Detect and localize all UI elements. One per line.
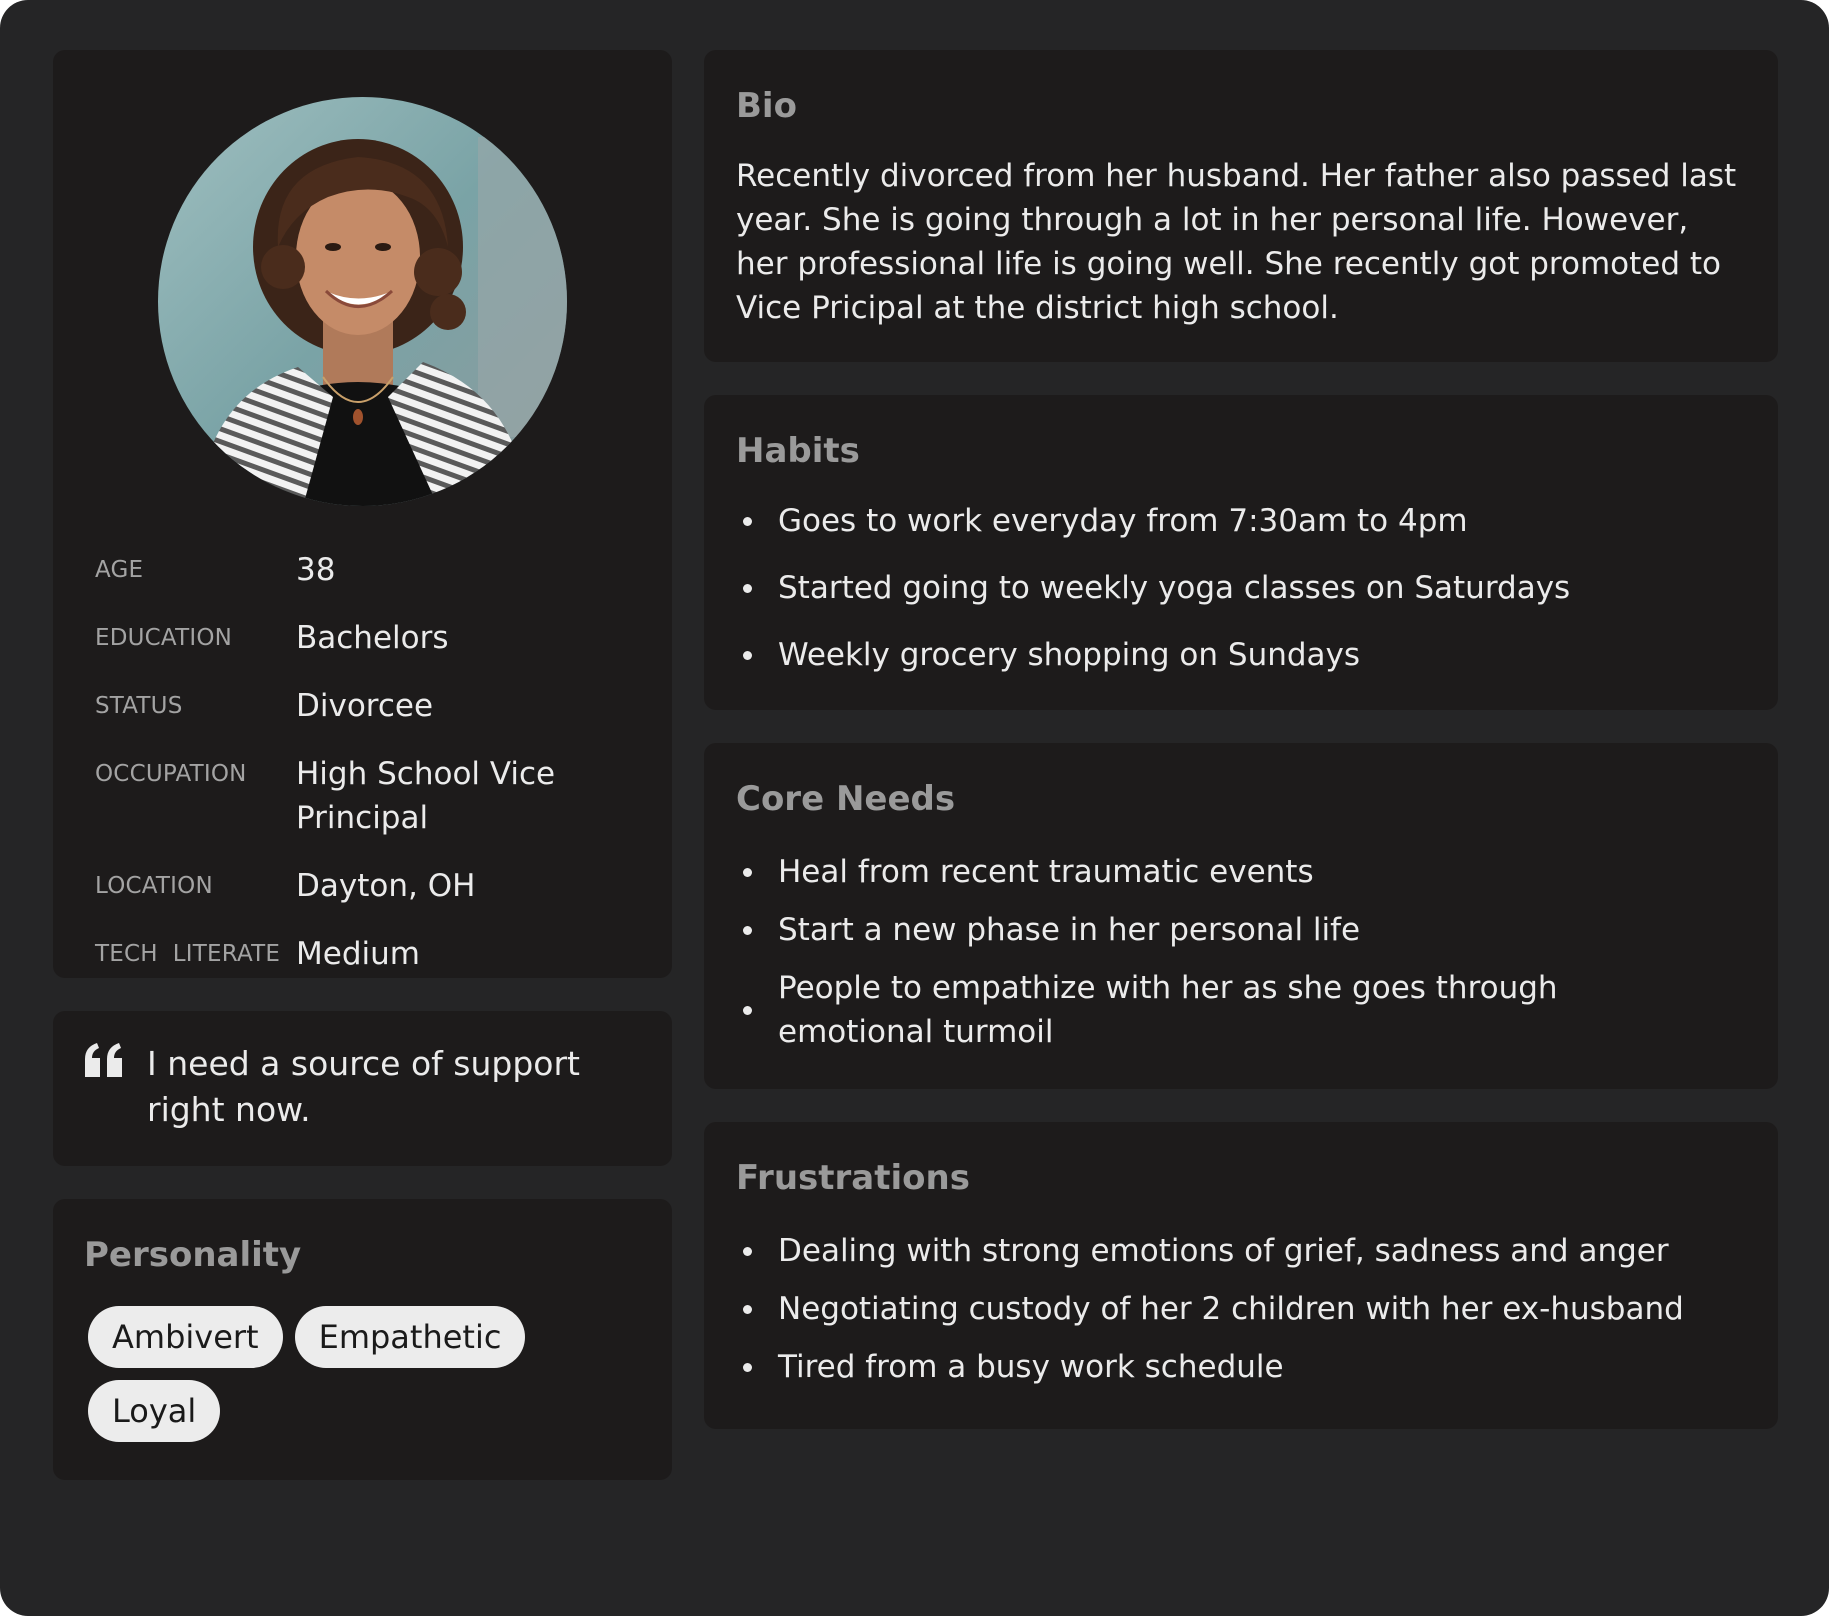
list-item-text: Dealing with strong emotions of grief, sadness and anger — [778, 1233, 1669, 1269]
list-item-text: Weekly grocery shopping on Sundays — [778, 637, 1361, 673]
list-item-text: Start a new phase in her personal life — [778, 912, 1361, 948]
bullet-icon — [736, 1345, 778, 1389]
list-item — [736, 566, 1736, 610]
info-value: Dayton, OH — [296, 868, 476, 904]
info-row-location — [95, 864, 652, 908]
list-item-text: Tired from a busy work schedule — [778, 1349, 1284, 1385]
bio-text: Recently divorced from her husband. Her father also passed last year. She is going through a lot in her personal life. However, her professional life is going well. She recently got promoted to Vice Pricipal at the district high school. — [736, 158, 1737, 326]
info-value: Divorcee — [296, 688, 434, 724]
bullet-icon — [736, 499, 778, 543]
list-item — [736, 1229, 1736, 1273]
quote-mark-icon — [83, 1043, 125, 1081]
list-item — [736, 1345, 1736, 1389]
core-needs-card — [704, 743, 1778, 1089]
list-item-text: Started going to weekly yoga classes on Saturdays — [778, 570, 1571, 606]
avatar — [158, 97, 567, 506]
list-item-text: Negotiating custody of her 2 children with her ex-husband — [778, 1291, 1684, 1327]
list-item-text: Goes to work everyday from 7:30am to 4pm — [778, 503, 1468, 539]
personality-tags — [88, 1306, 558, 1442]
list-item-text: People to empathize with her as she goes through emotional turmoil — [778, 970, 1558, 1050]
habits-card — [704, 395, 1778, 710]
habits-title: Habits — [736, 431, 860, 471]
info-label: AGE — [95, 557, 144, 583]
habits-list — [736, 499, 1736, 700]
list-item — [736, 850, 1696, 894]
list-item — [736, 499, 1736, 543]
personality-card — [53, 1199, 672, 1480]
bullet-icon — [736, 1229, 778, 1273]
bio-card — [704, 50, 1778, 362]
list-item — [736, 966, 1696, 1054]
info-row-status — [95, 684, 652, 728]
info-label: OCCUPATION — [95, 761, 247, 787]
core-needs-list — [736, 850, 1696, 1068]
personality-tag: Empathetic — [295, 1306, 526, 1368]
info-row-occupation — [95, 752, 652, 840]
bullet-icon — [736, 908, 778, 952]
list-item — [736, 1287, 1736, 1331]
personality-tag: Ambivert — [88, 1306, 283, 1368]
frustrations-list — [736, 1229, 1736, 1403]
info-row-age — [95, 548, 652, 592]
profile-card — [53, 50, 672, 978]
info-label: LOCATION — [95, 873, 213, 899]
bullet-icon — [736, 566, 778, 610]
portrait-photo — [158, 97, 567, 506]
info-label: EDUCATION — [95, 625, 233, 651]
quote-text: I need a source of support right now. — [147, 1044, 580, 1129]
info-row-tech-literate — [95, 932, 652, 976]
personality-title: Personality — [84, 1235, 302, 1275]
info-label: TECH LITERATE — [95, 941, 281, 967]
info-value: High School Vice Principal — [296, 756, 556, 836]
quote-card — [53, 1011, 672, 1166]
info-value: Bachelors — [296, 620, 449, 656]
bullet-icon — [736, 633, 778, 677]
bullet-icon — [736, 1287, 778, 1331]
bullet-icon — [736, 966, 778, 1054]
info-value: Medium — [296, 936, 420, 972]
info-value: 38 — [296, 552, 336, 588]
frustrations-title: Frustrations — [736, 1158, 970, 1198]
list-item — [736, 908, 1696, 952]
list-item-text: Heal from recent traumatic events — [778, 854, 1314, 890]
personality-tag: Loyal — [88, 1380, 220, 1442]
core-needs-title: Core Needs — [736, 779, 956, 819]
bullet-icon — [736, 850, 778, 894]
profile-info-list — [95, 548, 652, 1000]
info-row-education — [95, 616, 652, 660]
list-item — [736, 633, 1736, 677]
bio-title: Bio — [736, 86, 797, 126]
info-label: STATUS — [95, 693, 183, 719]
frustrations-card — [704, 1122, 1778, 1429]
